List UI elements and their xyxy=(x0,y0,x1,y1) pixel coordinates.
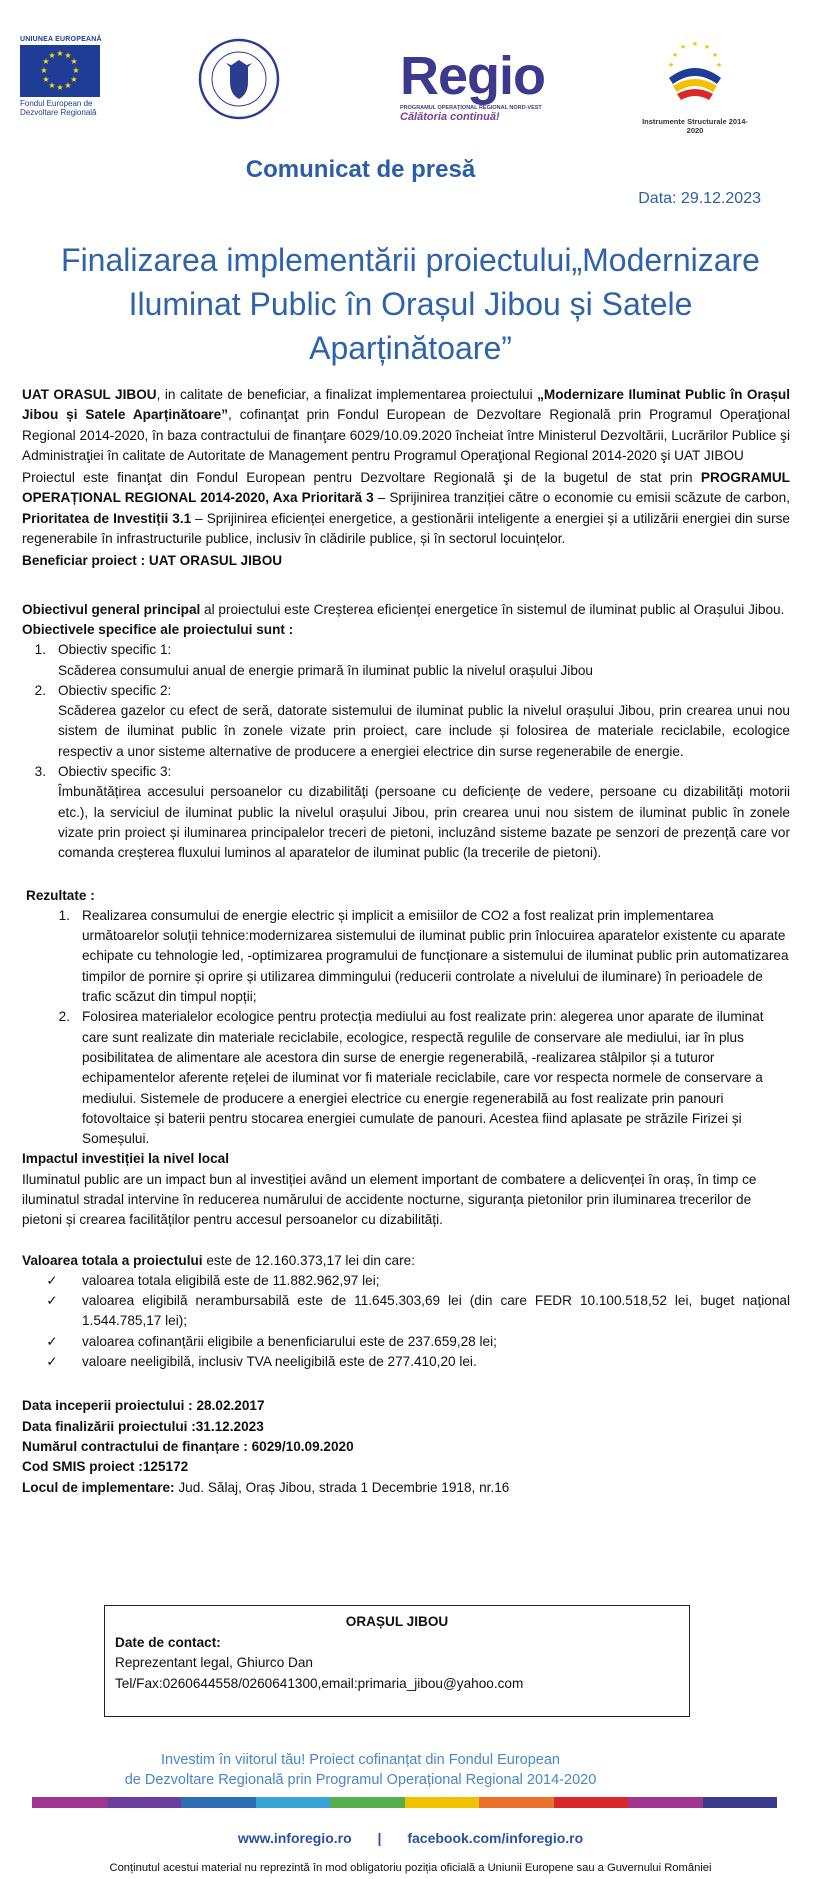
check-icon: ✓ xyxy=(46,1333,58,1349)
results-list xyxy=(22,906,790,1150)
impact-text: Iluminatul public are un impact bun al investiției având un element important de combatere a delicvenței în oraș, în timp ce iluminatul stradal intervine în reducerea numărului de accidente nocturne, siguranța pietonilor prin iluminarea trecerilor de pietoni și crearea facilităților pentru accesul persoanelor cu dizabilități. xyxy=(22,1171,757,1228)
result-text: Folosirea materialelor ecologice pentru protecția mediului au fost realizate prin: alegerea unor aparate de iluminat care sunt realizate din materiale reciclabile, ecologice, respectă regulile de conservare ale mediului, iar în plus posibilitatea de alimentare ale acestora din surse de energie regenerabilă, -realizarea stâlpilor și a tuturor echipamentelor aferente rețelei de iluminat vor fi materiale reciclabile, care vor respecta normele de conservare a mediului. Sistemele de producere a energiei electrice cu energie regenerabilă au fost realizate prin panouri fotovoltaice și baterii pentru stocarea energiei cumulate de panouri. Acestea fiind aplasate pe străzile Firizei și Someșului. xyxy=(82,1009,764,1147)
svg-text:★: ★ xyxy=(711,51,719,59)
stripe-segment xyxy=(628,1797,703,1808)
svg-text:★: ★ xyxy=(72,66,80,75)
svg-text:★: ★ xyxy=(42,57,50,66)
value-item: valoarea eligibilă nerambursabilă este de 11.645.303,69 lei (din care FEDR 10.100.518,52 lei, buget național 1.544.785,17 lei); xyxy=(82,1293,790,1329)
value-item: valoarea totala eligibilă este de 11.882.962,97 lei; xyxy=(82,1272,380,1288)
investment-priority: Prioritatea de Investiții 3.1 xyxy=(22,510,192,526)
government-seal-icon xyxy=(198,38,280,120)
objective-title: Obiectiv specific 2: xyxy=(58,682,172,698)
end-date: Data finalizării proiectului :31.12.2023 xyxy=(22,1418,264,1434)
list-item xyxy=(22,762,790,863)
value-item: valoare neeligibilă, inclusiv TVA neeligibilă este de 277.410,20 lei. xyxy=(82,1354,477,1370)
inforegio-website-link[interactable]: www.inforegio.ro xyxy=(237,1830,352,1846)
inforegio-facebook-link[interactable]: facebook.com/inforegio.ro xyxy=(407,1830,584,1846)
svg-text:★: ★ xyxy=(715,61,723,69)
objective-title: Obiectiv specific 1: xyxy=(58,642,172,658)
stripe-segment xyxy=(181,1797,256,1808)
link-separator: | xyxy=(377,1830,382,1846)
intro-text: , in calitate de beneficiar, a finalizat implementarea proiectului xyxy=(156,387,538,402)
regio-wordmark: Regio xyxy=(400,46,546,106)
svg-text:★: ★ xyxy=(671,51,679,59)
list-item xyxy=(22,1352,790,1372)
footer-slogan xyxy=(0,1750,721,1790)
contact-heading: ORAȘUL JIBOU xyxy=(345,1614,449,1629)
eu-logo xyxy=(20,36,102,117)
stripe-segment xyxy=(703,1797,778,1808)
svg-text:★: ★ xyxy=(40,66,48,75)
color-stripe xyxy=(32,1797,777,1808)
beneficiary-name: UAT ORASUL JIBOU xyxy=(22,387,157,402)
beneficiary-line: Beneficiar proiect : UAT ORASUL JIBOU xyxy=(22,553,283,569)
general-objective-text: al proiectului este Creșterea eficienței energetice în sistemul de iluminat public al Orașului Jibou. xyxy=(200,601,785,617)
list-item xyxy=(22,640,790,681)
smis-code: Cod SMIS proiect :125172 xyxy=(22,1459,189,1475)
main-title: Finalizarea implementării proiectului„Modernizare Iluminat Public în Orașul Jibou și Satele Aparținătoare” xyxy=(61,242,760,366)
check-icon: ✓ xyxy=(46,1272,58,1288)
footer-slogan-line1: Investim în viitorul tău! Proiect cofinanțat din Fondul European xyxy=(161,1752,560,1768)
check-icon: ✓ xyxy=(46,1293,58,1309)
total-value-label: Valoarea totala a proiectului xyxy=(22,1252,203,1268)
stripe-segment xyxy=(554,1797,629,1808)
funding-text-end: – Sprijinirea eficienței energetice, a gestionării inteligente a energiei și a utilizării energiei din surse regenerabile în infrastructurile publice, inclusiv în clădirile publice, și în sectorul locuințelor. xyxy=(22,510,790,547)
eu-flag-icon xyxy=(20,45,100,97)
list-item xyxy=(22,1332,790,1352)
document-body xyxy=(22,385,790,1498)
svg-text:★: ★ xyxy=(56,49,64,58)
footer-links xyxy=(0,1830,821,1846)
svg-text:★: ★ xyxy=(70,75,78,84)
stripe-segment xyxy=(107,1797,182,1808)
svg-text:★: ★ xyxy=(42,75,50,84)
objective-title: Obiectiv specific 3: xyxy=(58,764,172,780)
list-item xyxy=(22,681,790,762)
location-label: Locul de implementare: xyxy=(22,1479,175,1495)
contact-phone-email: Tel/Fax:0260644558/0260641300,email:primaria_jibou@yahoo.com xyxy=(115,1675,524,1691)
list-number: 3. xyxy=(34,764,46,780)
value-breakdown-list xyxy=(22,1271,790,1372)
value-item: valoarea cofinanțării eligibile a benenficiarului este de 237.659,28 lei; xyxy=(82,1333,497,1349)
structural-instruments-caption: Instrumente Structurale 2014-2020 xyxy=(642,117,748,135)
regio-subtitle: PROGRAMUL OPERAȚIONAL REGIONAL NORD-VEST xyxy=(400,105,542,111)
intro-paragraph xyxy=(22,385,790,466)
contact-label: Date de contact: xyxy=(115,1634,221,1650)
structural-instruments-icon xyxy=(655,34,735,114)
list-item xyxy=(22,1271,790,1291)
total-value-text: este de 12.160.373,17 lei din care: xyxy=(202,1252,415,1268)
svg-text:★: ★ xyxy=(70,57,78,66)
result-text: Realizarea consumului de energie electric și implicit a emisiilor de CO2 a fost realizat prin implementarea următoarelor soluții tehnice:modernizarea sistemului de iluminat public prin înlocuirea aparatelor existente cu aparate echipate cu tehnologie led, -optimizarea programului de funcționare a sistemului de iluminat public prin automatizarea timpilor de pornire și oprire și utilizarea dimmingului (reducerii controlate a nivelului de iluminare) în perioadele de trafic scăzut din timpul nopții; xyxy=(82,907,789,1005)
check-icon: ✓ xyxy=(46,1354,58,1370)
contact-box xyxy=(104,1605,690,1717)
svg-text:★: ★ xyxy=(64,81,72,90)
eu-caption: Fondul European de Dezvoltare Regională xyxy=(20,99,97,117)
list-item xyxy=(22,1007,790,1149)
release-date: Data: 29.12.2023 xyxy=(638,190,761,207)
general-objective xyxy=(22,600,790,620)
funding-text: Proiectul este finanţat din Fondul European pentru Dezvoltare Regională şi de la bugetul de stat prin xyxy=(22,470,701,486)
location-text: Jud. Sălaj, Oraș Jibou, strada 1 Decembrie 1918, nr.16 xyxy=(174,1479,510,1495)
svg-text:★: ★ xyxy=(48,51,56,60)
stripe-segment xyxy=(330,1797,405,1808)
structural-instruments-logo xyxy=(640,34,750,135)
svg-text:★: ★ xyxy=(679,43,687,51)
funding-paragraph xyxy=(22,468,790,549)
list-item xyxy=(22,1291,790,1332)
general-objective-label: Obiectivul general principal xyxy=(22,601,201,617)
results-heading: Rezultate : xyxy=(26,887,95,903)
specific-objectives-list xyxy=(22,640,790,863)
start-date: Data inceperii proiectului : 28.02.2017 xyxy=(22,1398,265,1414)
svg-text:★: ★ xyxy=(64,51,72,60)
svg-text:★: ★ xyxy=(56,83,64,92)
intro-text-cont: , cofinanţat prin Fondul European de Dezvoltare Regională prin Programul Operaţional Regional 2014-2020, în baza contractului de finanţare 6029/10.09.2020 încheiat între Ministerul Dezvoltării, Lucrărilor Publice şi Administraţiei în calitate de Autoritate de Management pentru Programul Operaţional Regional 2014-2020 şi UAT JIBOU xyxy=(22,407,790,463)
list-number: 2. xyxy=(58,1009,70,1025)
svg-text:★: ★ xyxy=(48,81,56,90)
implementation-location xyxy=(22,1478,790,1498)
contract-number: Numărul contractului de finanțare : 6029/10.09.2020 xyxy=(22,1438,354,1454)
objective-text: Scăderea consumului anual de energie primară în iluminat public la nivelul orașului Jibou xyxy=(58,662,593,678)
stripe-segment xyxy=(32,1797,107,1808)
list-item xyxy=(22,906,790,1007)
list-number: 2. xyxy=(34,682,46,698)
program-axis: PROGRAMUL OPERAȚIONAL REGIONAL 2014-2020, Axa Prioritară 3 xyxy=(22,470,790,506)
funding-text-cont: – Sprijinirea tranziției către o economie cu emisii scăzute de carbon, xyxy=(373,490,790,506)
stripe-segment xyxy=(256,1797,331,1808)
list-number: 1. xyxy=(58,907,70,923)
regio-logo xyxy=(400,48,565,123)
press-release-title: Comunicat de presă xyxy=(245,156,476,183)
total-value xyxy=(22,1251,790,1271)
objective-text: Scăderea gazelor cu efect de seră, datorate sistemului de iluminat public la nivelul orașului Jibou, prin crearea unui nou sistem de iluminat public în zonele vizate prin proiect, care include și folosirea de materiale reciclabile, ecologice respectiv a unor sisteme alternative de producere a energiei electrice din surse regenerabile de energie. xyxy=(58,703,790,759)
stripe-segment xyxy=(479,1797,554,1808)
eu-label: UNIUNEA EUROPEANĂ xyxy=(20,36,102,43)
impact-heading: Impactul investiției la nivel local xyxy=(22,1151,229,1167)
stripe-segment xyxy=(405,1797,480,1808)
svg-text:★: ★ xyxy=(667,61,675,69)
list-number: 1. xyxy=(34,642,46,658)
svg-text:★: ★ xyxy=(691,40,699,48)
specific-objectives-heading: Obiectivele specifice ale proiectului sunt : xyxy=(22,621,294,637)
objective-text: Îmbunătățirea accesului persoanelor cu dizabilități (persoane cu deficiențe de vedere, persoane cu dizabilități motorii etc.), la serviciul de iluminat public la nivelul orașului Jibou, prin crearea unui nou sistem de iluminat public în zonele vizate prin proiect și iluminarea principalelor treceri de pietoni, incluzând sisteme bazate pe senzori de prezență care vor comanda creșterea fluxului luminos al aparatelor de iluminat public (la trecerile de pietoni). xyxy=(58,784,790,861)
regio-slogan: Călătoria continuă! xyxy=(400,111,500,123)
project-name: „Modernizare Iluminat Public în Orașul Jibou și Satele Aparținătoare” xyxy=(22,387,790,423)
disclaimer: Conținutul acestui material nu reprezintă în mod obligatoriu poziția oficială a Uniunii Europene sau a Guvernului României xyxy=(109,1862,712,1874)
svg-text:★: ★ xyxy=(703,43,711,51)
contact-representative: Reprezentant legal, Ghiurco Dan xyxy=(115,1655,313,1670)
footer-slogan-line2: de Dezvoltare Regională prin Programul Operațional Regional 2014-2020 xyxy=(124,1772,597,1788)
